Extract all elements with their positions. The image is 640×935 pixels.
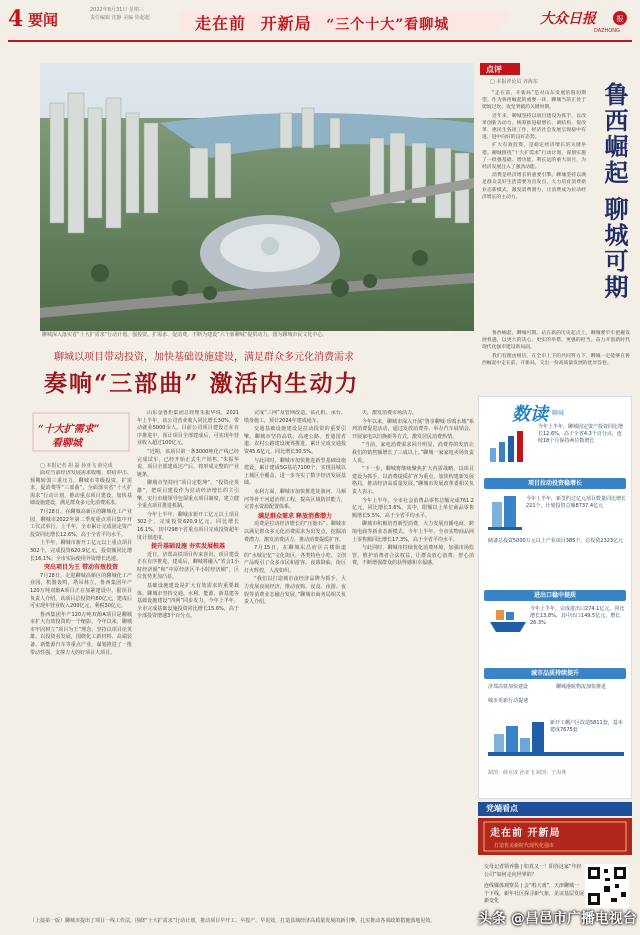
article-subtitle: 聊城以项目带动投资，加快基础设施建设，满足群众多元化消费需求	[54, 352, 354, 363]
slogan-part3: “三个十大”看聊城	[326, 17, 450, 33]
article-column-3	[244, 410, 346, 918]
paragraph: 7月28日，走进聊城高新区的聊城化工产业园，机器轰鸣，塔吊林立，鲁西集团年产120万吨双酚A项目正在加紧建设中。据项目负责人介绍，该项目总投资约80亿元，建成后可实现年营业收入200亿元，利税30亿元。	[30, 572, 132, 610]
paragraph: 完成“三网”及管网改造，钻孔桩、承台、墩身施工，预计2024年建成通车。	[244, 410, 346, 424]
paragraph: 近年来，聊城坚持以项目建设为抓手，以改革创新为动力，统筹推进稳增长、调结构、促改革、惠民生各项工作，经济社会发展呈现稳中有进、进中向好的良好态势。	[482, 113, 586, 141]
paragraph: “近期，该项目第一条3000吨化产线已经完成试车，已经开始正式生产销售。”朱振华说，项目全部建成达产后，将形成完整的产业链条。	[137, 448, 239, 478]
qr-code-icon[interactable]	[585, 864, 629, 908]
data-panel-title: 数读	[512, 404, 548, 425]
slogan-part2: 开新局	[260, 14, 312, 33]
paragraph: 近日，济郑高铁项目传来喜讯，项目建设正在有序推进。建成后，聊城将融入“省会1小时经济圈”和“中原经济区半小时经济圈”，区位优势更加凸显。	[137, 551, 239, 581]
paragraph: “当前，家电消费需求回升明显，消费券的发放让我们的销售额增长了三成以上。”聊城一家家电卖场负责人说。	[352, 442, 474, 464]
data-intro: 今年上半年，聊城固定资产投资同比增长12.6%，高于全省4.3个百分点，连续18个月保持两位数增长	[538, 424, 624, 444]
commentary-tag-label: 点评	[486, 65, 502, 74]
paragraph: “我们以打造城市夜经济品牌为抓手，大力发展夜间经济，推动夜购、夜食、夜游、夜娱等消费业态融合发展。”聊城市商务局相关负责人介绍。	[244, 576, 346, 606]
paragraph: 山东金鲁炬集团总经理朱振华说，2021年上半年，该公司营业收入同比增长30%，带动就业5000余人。目前公司项目建设正在有序推进中，预计项目全部建成后，可实现年营业收入超过100亿元。	[137, 410, 239, 447]
paragraph: 上半年，聊城市新开工亿元以上重点项目302个，完成投资620.9亿元，投资额同比增长16.1%；全市实际使用外资增长迅速。	[30, 540, 132, 562]
paragraph: 聊城市坚持问“项目定乾坤”、“投资论英雄”，把项目建设作为拉动经济增长的主引擎，实行市级领导包保重点项目制度，建立健全重点项目推进机制。	[137, 480, 239, 510]
paragraph: 扩大有效投资，是稳定经济增长的关键举措。聊城围绕“十大扩需求”行动计划，谋划实施了一批强基础、增功能、利长远的重大项目，为经济发展注入了强劲动能。	[482, 143, 586, 171]
paragraph: 我们有理由相信，在全市上下的共同努力下，聊城一定能够在鲁西崛起中走在前、开新局，交出一份高质量发展的优异答卷。	[482, 353, 630, 366]
slogan	[195, 11, 449, 34]
paragraph: 与此同时，聊城市加快推进新型基础设施建设，累计建成5G基站7100个，实现县城以上城区全覆盖，进一步夯实了数字经济发展基础。	[244, 457, 346, 487]
paragraph: “走在前，开新局”是对山东发展的殷切期望。作为鲁西崛起的重要一环，聊城当前正处于爬坡过坎、攻坚突破的关键时期。	[482, 91, 586, 111]
section-subheading: 满足群众需求 释放消费潜力	[257, 512, 333, 520]
paragraph: 交通基础设施建设是拉动投资的重要引擎。聊城市坚持高铁、高速公路、普通国省道、农村公路建设统筹推进，累计完成交通投资45.6亿元，同比增长30.5%。	[244, 426, 346, 455]
data-sec3-text: 新开工棚户区改造5811套，基本建成7675套	[550, 720, 623, 733]
slogan-part1: 走在前	[195, 14, 247, 33]
page-number: 4	[8, 6, 24, 32]
paragraph: 消费是经济增长的重要引擎。聊城坚持以满足群众美好生活需要为出发点，大力培育消费新业态新模式，激发消费潜力，让消费成为拉动经济增长的主动力。	[482, 173, 586, 200]
section-subheading: 提升基础设施 夯实发展根基	[150, 543, 226, 551]
promo-title: 走在前 开新局	[490, 828, 561, 839]
paragraph: 鲁西崛起，聊城可期。站在新的历史起点上，聊城要牢牢把握发展机遇，以更大的决心、更实的举措、更强的担当，奋力开创新时代现代化强市建设新局面。	[482, 331, 630, 351]
data-sec3-item: 城市更新行动提速	[488, 698, 529, 704]
city-photo	[40, 63, 474, 331]
section-name: 要闻	[28, 11, 59, 29]
paragraph: 聊城市积极培育新型消费，大力发展直播电商、跨境电商等新业态新模式。今年上半年，全市实物商品网上零售额同比增长17.3%，高于全省平均水平。	[352, 521, 474, 543]
commentary-title: 鲁西崛起 聊城可期	[600, 82, 629, 301]
paragraph: 与此同时，聊城市持续优化消费环境，加强市场监管，维护消费者合法权益，让群众放心消费、舒心消费，不断增强群众的获得感和幸福感。	[352, 545, 474, 567]
paragraph: 7月28日，在聊城高新区的聊城化工产业园，聊城市2022年第二季度重点项目集中开工仪式举行。上半年，全市累计完成固定资产投资同比增长12.6%，高于全省平均水平。	[30, 508, 132, 538]
column-tag-subtitle: 看聊城	[52, 438, 82, 449]
header-rule	[8, 40, 632, 42]
data-section-head-2: 进出口稳中提质	[484, 590, 626, 601]
article-byline: □ 本报记者 胡 磊 孙亚飞 薛克成	[40, 463, 113, 469]
logo-subtitle: DAZHONG	[594, 28, 620, 34]
paragraph: 今年上半年，全市社会消费品零售总额完成761.2亿元，同比增长3.6%。其中，限额以上单位商品零售额增长5.5%，高于全省平均水平。	[352, 497, 474, 519]
photo-caption: 聊城深入落实省“十大扩需求”行动计划，强投资、扩需求、促消费，不断为建设“六个新聊城”提供动力。图为聊城市民文化中心。	[42, 332, 328, 338]
paragraph: 基础设施建设是扩大有效需求的重要载体。聊城市坚持交通、水利、能源、新基建等基础设施建设“四网”同步发力，今年上半年，全市完成基础设施投资同比增长15.6%，高于全部投资增速3个百分点。	[137, 583, 239, 620]
data-panel-badge: 聊城	[552, 410, 565, 417]
paragraph: 鲁西集团年产120万吨双酚A项目是聊城市扩大有效投资的一个缩影。今年以来，聊城市牢固树立“项目为王”理念，坚持以项目论英雄、以投资看发展，围绕化工新材料、高端装备、新能源汽车等重点产业，谋划推进了一批带动性强、支撑力大的好项目大项目。	[30, 611, 132, 656]
photo-credit: □记者 薛克成 通讯员 郑长君 报道	[375, 326, 452, 332]
data-sec1-note: 储备总投资5000万元以上产业项目385个，总投资2323亿元	[488, 538, 623, 544]
paragraph: 消费是拉动经济增长的“压舱石”。聊城市以满足群众多元化消费需求为出发点，挖掘消费潜力，激发消费活力，推动消费提质扩容。	[244, 521, 346, 543]
newspaper-logo: 大众日报	[540, 11, 596, 27]
article-column-2	[137, 410, 239, 918]
kandian-item[interactable]: 交母记者领养猫 | 如真又一！阳谷这家“年轻公司”如何走向世界的？	[484, 864, 582, 878]
column-tag-title: “十大扩需求”	[38, 424, 100, 435]
building-icon	[488, 494, 522, 530]
meta-editors: 责任编辑 沈静 美编 徐超超	[90, 15, 150, 21]
paragraph: 7月15日，在聊城东昌府区古楼街道的“水城记忆”文化街区，各类特色小吃、文创产品吸引了众多市民和游客。夜幕降临，街区灯火辉煌，人流如织。	[244, 545, 346, 574]
paragraph: 今年以来，聊城市深入开展“鲁享聊城·乐购水城”系列消费促进活动，通过发放消费券、举办汽车展销会、开展家电以旧换新等方式，激发居民消费热情。	[352, 418, 474, 440]
article-column-1	[30, 470, 132, 918]
data-sec2-text: 今年上半年，完成进出口274.1亿元，同比增长13.8%，其中出口149.5亿元，增长26.3%	[530, 606, 625, 626]
data-sec3-item: 济郑高铁加快建设	[488, 684, 529, 690]
section-subheading: 突出项目为王 带动有效投资	[43, 564, 119, 572]
paragraph: 天，激发消费市场活力。	[362, 410, 418, 416]
data-sec1-text: 今年上半年，新签约过亿元项目数量同比增长221个，计划投资总额8737.4亿元	[526, 496, 627, 509]
data-source: 制图：薛克成 孙亚飞 制图：于海燕	[488, 770, 567, 776]
paragraph: 水利方面，聊城市加快推进徒骇河、马颊河等骨干河道治理工程，提高区域防洪能力，完善水资源配置体系。	[244, 488, 346, 511]
article-column-4	[352, 410, 474, 918]
svg-text:报: 报	[616, 15, 624, 23]
kandian-title: 党端看点	[486, 804, 518, 813]
watermark: 头条 @昌邑市广播电视台	[478, 911, 637, 927]
commentary-author: □ 本报评论员 齐海东	[490, 79, 538, 85]
paragraph: 今年上半年，聊城市新开工亿元以上项目302个，完成投资620.9亿元，同比增长16.1%，其中298个省重点项目完成投资超年度计划进度。	[137, 511, 239, 541]
ship-icon	[488, 606, 528, 634]
meta-date: 2022年8月31日 星期三	[90, 7, 144, 13]
paragraph: “下一步，聊城将继续聚焦扩大内需战略，以项目建设为抓手，以消费提质扩容为重点，加快构建新发展格局，推动经济高质量发展。”聊城市发展改革委相关负责人表示。	[352, 466, 474, 495]
data-section-head-1: 项目拉动投资稳增长	[484, 478, 626, 489]
article-headline: 奏响“三部曲” 激活内生动力	[44, 370, 360, 397]
commentary-body-bottom	[482, 330, 630, 394]
kandian-item[interactable]: 连线媒体观察员 | 会“唱大戏”，天津聊城一个下线，新年社区探寻新气象，见证基层发展新变化	[484, 883, 585, 904]
chart-icon	[486, 428, 530, 464]
data-sec3-item: 聊城港航物流加快推进	[556, 684, 607, 690]
data-section-head-3: 城市品质持续提升	[484, 668, 626, 679]
promo-subtitle: 打造优美新时代现代化强市	[494, 843, 555, 849]
paragraph: 面对当前经济发展需求收缩、供给冲击、预期转弱三重压力，聊城市等级投资，扩需求，促消费等“三部曲”，全面落实省“十大扩需求”行动计划，推动重点项目建设，加快基础设施建设，满足群众多元化消费需求。	[30, 470, 132, 507]
continued-from-page-1: （上接第一版）聊城市提出了项目一线工作法，围绕“十大扩需求”行动计划，推动项目早开工、早投产、早见效，打造县域经济高质量发展的新引擎，扎实推动各项政策措施落地见效。	[30, 918, 436, 924]
